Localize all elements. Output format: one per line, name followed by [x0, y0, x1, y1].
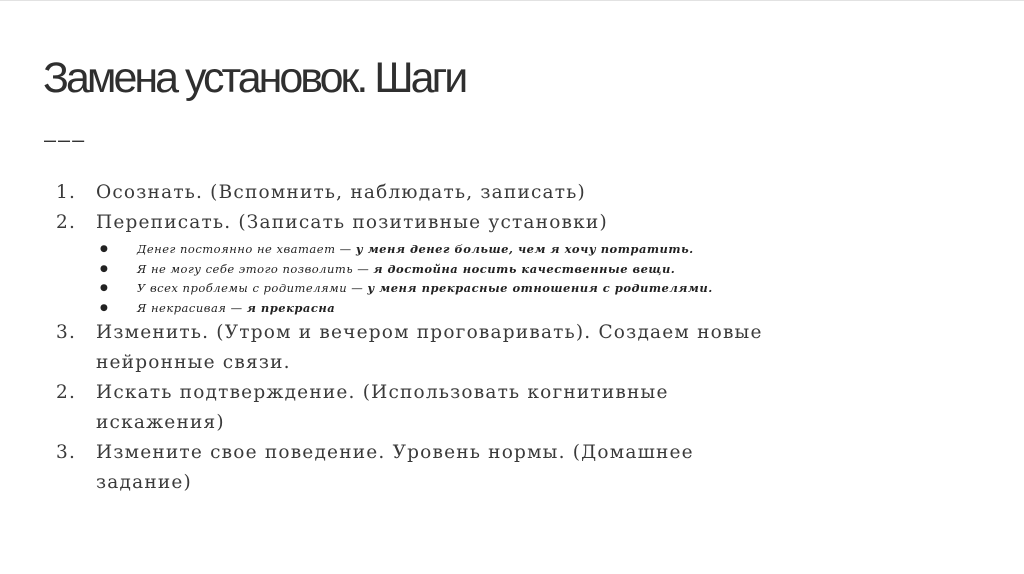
example-before: Я некрасивая —: [137, 300, 247, 315]
example-text: [137, 299, 335, 319]
example-item: [96, 260, 776, 280]
example-after: у меня денег больше, чем я хочу потратить.: [355, 242, 694, 256]
step-text: Искать подтверждение. (Использовать когнитивные искажения): [96, 382, 669, 433]
step-number: 2.: [56, 212, 77, 233]
step-text: Изменить. (Утром и вечером проговаривать). Создаем новые нейронные связи.: [96, 322, 763, 373]
step-number: 1.: [56, 182, 77, 203]
example-before: Денег постоянно не хватает —: [137, 242, 356, 256]
example-after: у меня прекрасные отношения с родителями.: [367, 281, 713, 295]
step-item: [56, 178, 776, 208]
example-before: У всех проблемы с родителями —: [137, 281, 368, 295]
top-divider: [0, 0, 1024, 1]
example-text: [137, 279, 713, 299]
example-text: [137, 260, 675, 280]
step-number: 3.: [56, 322, 77, 343]
bullet-icon: ●: [100, 283, 109, 293]
bullet-icon: ●: [100, 263, 109, 274]
step-item: [56, 438, 776, 498]
step-item: [56, 378, 776, 438]
bullet-icon: ●: [100, 244, 109, 254]
example-item: [96, 299, 776, 319]
bullet-icon: ●: [100, 302, 109, 313]
step-number: 2.: [56, 382, 77, 403]
steps-list: [56, 178, 776, 498]
example-before: Я не могу себе этого позволить —: [137, 261, 374, 276]
example-text: [137, 240, 694, 260]
slide-title: Замена установок. Шаги: [43, 54, 466, 102]
step-item: [56, 208, 776, 238]
step-text: Переписать. (Записать позитивные установки): [96, 212, 608, 233]
title-underline-dashes: ———: [44, 128, 87, 152]
example-list: [96, 240, 776, 318]
example-item: [96, 240, 776, 260]
example-item: [96, 279, 776, 299]
step-item: [56, 318, 776, 378]
step-number: 3.: [56, 442, 77, 463]
example-after: я прекрасна: [246, 300, 336, 315]
step-text: Измените свое поведение. Уровень нормы. (Домашнее задание): [96, 442, 694, 493]
step-text: Осознать. (Вспомнить, наблюдать, записать): [96, 182, 586, 203]
example-after: я достойна носить качественные вещи.: [373, 261, 676, 276]
